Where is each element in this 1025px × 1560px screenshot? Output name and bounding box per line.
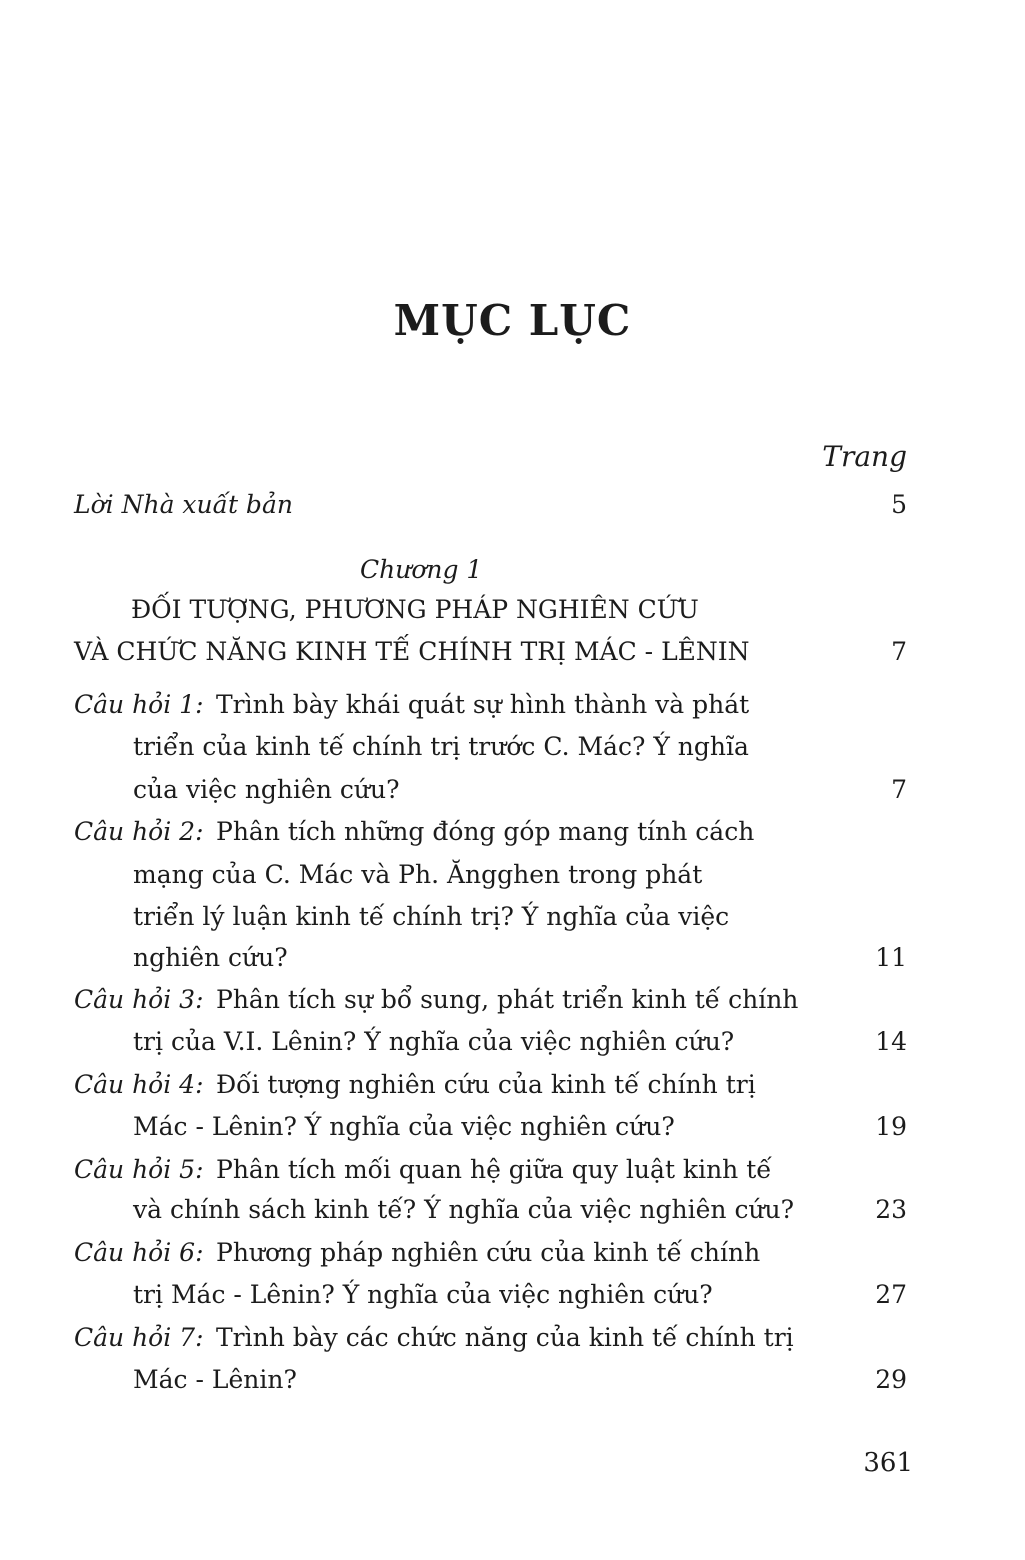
chapter-title-text: ĐỐI TƯỢNG, PHƯƠNG PHÁP NGHIÊN CỨU [131, 595, 699, 624]
chapter-title-text: VÀ CHỨC NĂNG KINH TẾ CHÍNH TRỊ MÁC - LÊNIN [74, 637, 750, 666]
toc-entry-line [0, 1275, 1025, 1315]
toc-entry-question-1[interactable] [0, 685, 1025, 725]
question-text: Đối tượng nghiên cứu của kinh tế chính trị [216, 1070, 756, 1099]
question-label: Câu hỏi 7: [74, 1323, 204, 1352]
toc-entry-page: 23 [875, 1195, 907, 1224]
toc-entry-line [0, 1022, 1025, 1062]
question-text: triển của kinh tế chính trị trước C. Mác? Ý nghĩa [133, 732, 749, 761]
toc-entry-page: 14 [875, 1027, 907, 1056]
toc-entry-question-5[interactable] [0, 1150, 1025, 1190]
question-text: Phân tích sự bổ sung, phát triển kinh tế chính [216, 985, 799, 1014]
toc-entry-page: 19 [875, 1112, 907, 1141]
toc-entry-page: 7 [891, 775, 907, 804]
toc-entry-page: 7 [891, 637, 907, 666]
toc-entry-page: 27 [875, 1280, 907, 1309]
page-number: 361 [863, 1448, 913, 1478]
toc-entry-line [0, 1360, 1025, 1400]
question-text: Phân tích mối quan hệ giữa quy luật kinh tế [216, 1155, 772, 1184]
question-text: Trình bày các chức năng của kinh tế chính trị [216, 1323, 794, 1352]
question-text: trị của V.I. Lênin? Ý nghĩa của việc nghiên cứu? [133, 1027, 735, 1056]
toc-entry-question-7[interactable] [0, 1318, 1025, 1358]
toc-entry-question-3[interactable] [0, 980, 1025, 1020]
toc-entry-page: 29 [875, 1365, 907, 1394]
chapter-title-line-1[interactable] [0, 590, 1025, 630]
toc-entry-line [0, 1190, 1025, 1230]
question-label: Câu hỏi 3: [74, 985, 204, 1014]
question-text: triển lý luận kinh tế chính trị? Ý nghĩa của việc [133, 902, 730, 931]
chapter-label-text: Chương 1 [360, 555, 483, 584]
question-text: Phương pháp nghiên cứu của kinh tế chính [216, 1238, 761, 1267]
toc-entry-line [0, 727, 1025, 767]
toc-entry-page: 11 [875, 943, 907, 972]
toc-entry-publisher-note[interactable] [0, 485, 1025, 525]
question-text: Mác - Lênin? [133, 1365, 297, 1394]
question-text: Trình bày khái quát sự hình thành và phát [216, 690, 750, 719]
page-column-label: Trang [822, 440, 907, 473]
toc-entry-question-6[interactable] [0, 1233, 1025, 1273]
question-text: Mác - Lênin? Ý nghĩa của việc nghiên cứu? [133, 1112, 675, 1141]
toc-entry-line [0, 938, 1025, 978]
question-text: và chính sách kinh tế? Ý nghĩa của việc nghiên cứu? [133, 1195, 795, 1224]
question-label: Câu hỏi 1: [74, 690, 204, 719]
question-label: Câu hỏi 6: [74, 1238, 204, 1267]
question-text: của việc nghiên cứu? [133, 775, 400, 804]
toc-entry-question-2[interactable] [0, 812, 1025, 852]
toc-entry-line [0, 897, 1025, 937]
question-text: nghiên cứu? [133, 943, 288, 972]
chapter-title-line-2[interactable] [0, 632, 1025, 672]
toc-entry-question-4[interactable] [0, 1065, 1025, 1105]
toc-entry-text: Lời Nhà xuất bản [74, 490, 293, 519]
question-label: Câu hỏi 4: [74, 1070, 204, 1099]
question-text: Phân tích những đóng góp mang tính cách [216, 817, 755, 846]
question-text: mạng của C. Mác và Ph. Ăngghen trong phát [133, 860, 703, 889]
toc-entry-line [0, 770, 1025, 810]
page-title: MỤC LỤC [393, 296, 632, 345]
question-label: Câu hỏi 2: [74, 817, 204, 846]
question-text: trị Mác - Lênin? Ý nghĩa của việc nghiên cứu? [133, 1280, 713, 1309]
toc-entry-line [0, 855, 1025, 895]
toc-entry-page: 5 [891, 490, 907, 519]
question-label: Câu hỏi 5: [74, 1155, 204, 1184]
toc-entry-line [0, 1107, 1025, 1147]
chapter-label [0, 550, 1025, 590]
